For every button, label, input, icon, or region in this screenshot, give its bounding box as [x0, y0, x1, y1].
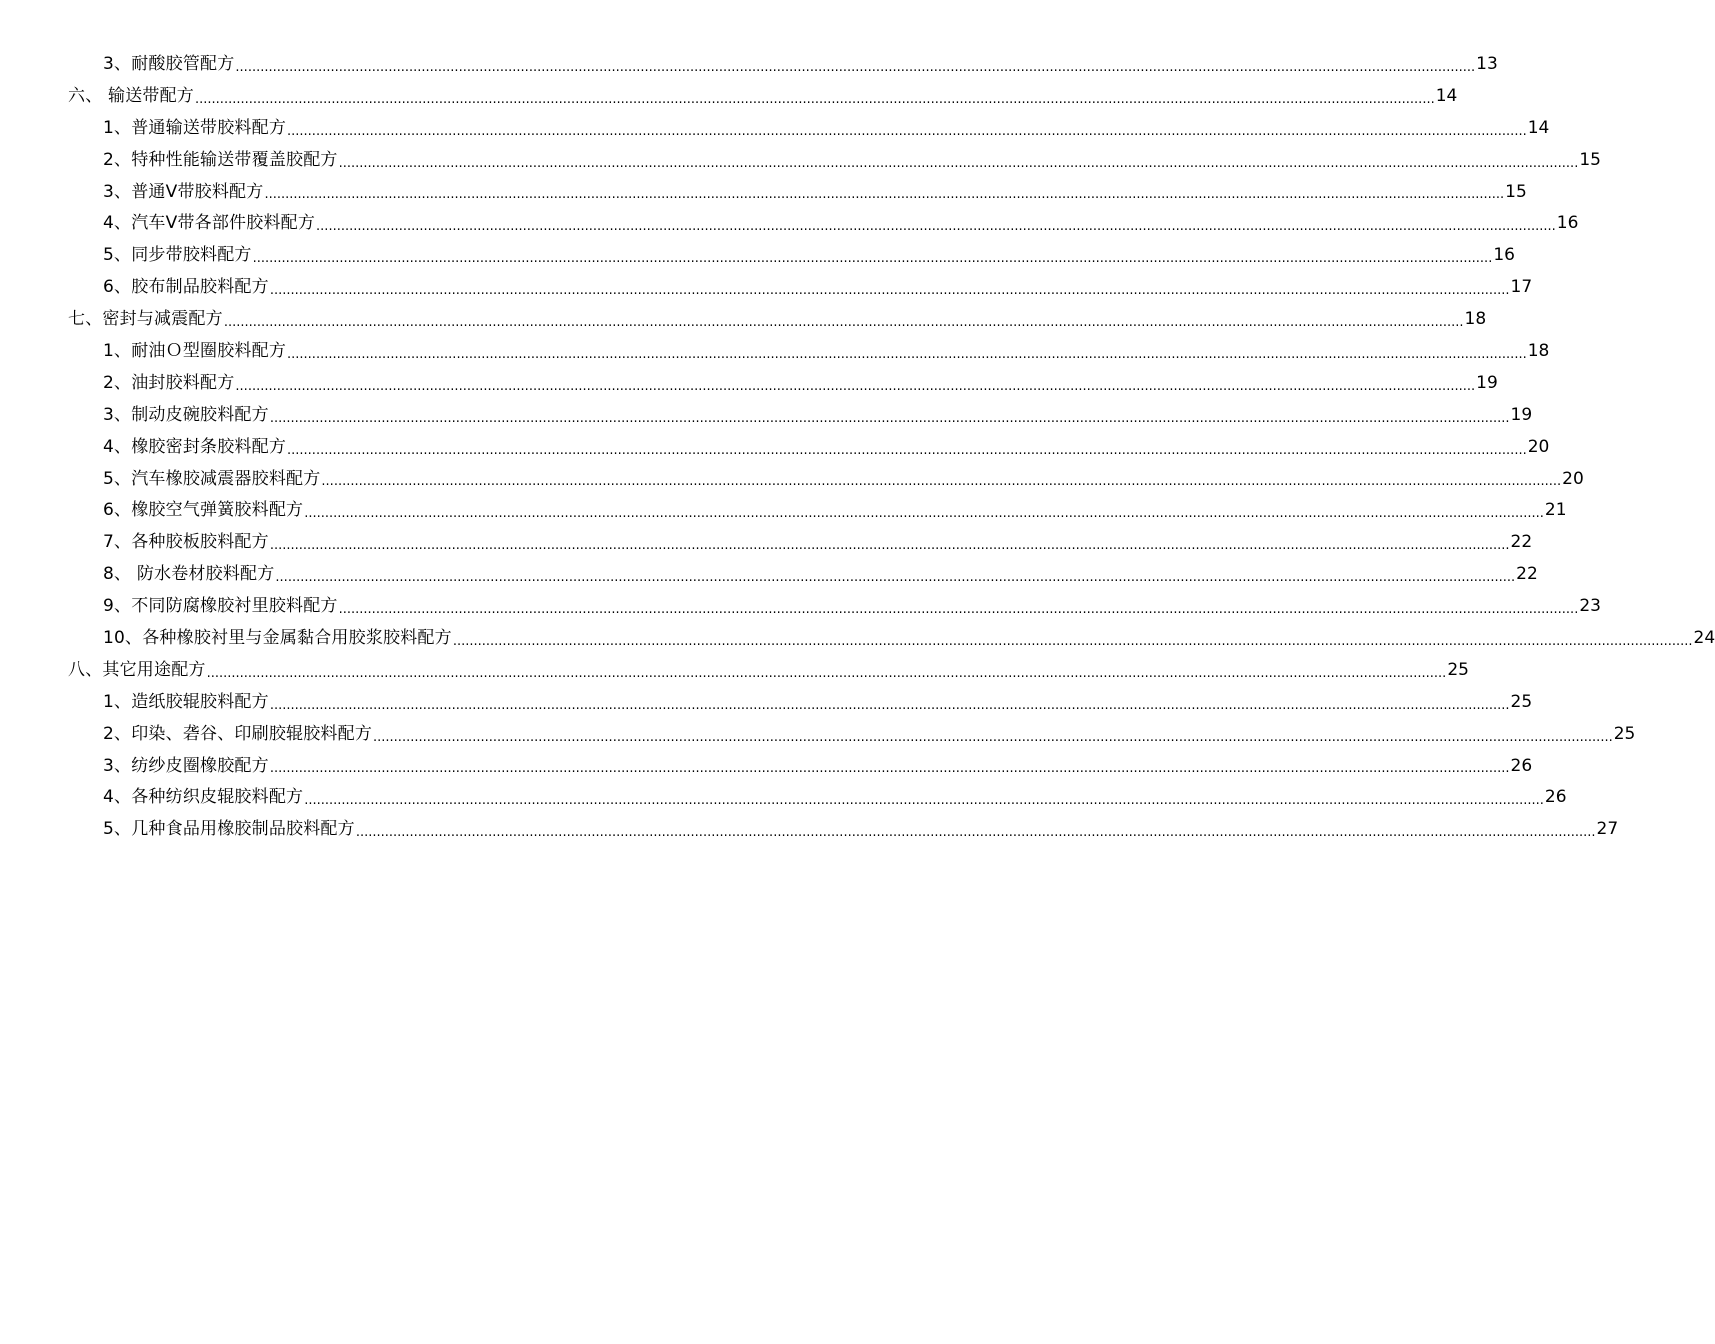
toc-dot-leader: ............................................................................................................................................................................................................................................................................................................: [195, 91, 1435, 107]
toc-entry[interactable]: [0, 718, 1636, 750]
toc-dot-leader: ............................................................................................................................................................................................................................................................................................................: [269, 761, 1510, 777]
toc-entry-page: 19: [1510, 404, 1533, 425]
toc-entry[interactable]: [0, 144, 1601, 176]
toc-entry-page: 18: [1464, 309, 1487, 330]
toc-entry-page: 16: [1493, 245, 1515, 266]
toc-entry[interactable]: [0, 367, 1498, 399]
toc-entry[interactable]: [0, 654, 1469, 686]
toc-entry-page: 24: [1693, 627, 1715, 648]
toc-entry[interactable]: [0, 176, 1527, 208]
toc-entry-page: 25: [1510, 691, 1533, 712]
toc-entry[interactable]: [0, 112, 1550, 144]
toc-entry-title: 2、特种性能输送带覆盖胶配方: [103, 149, 338, 170]
toc-entry-page: 21: [1544, 500, 1567, 521]
toc-entry-title: 5、同步带胶料配方: [103, 245, 252, 266]
toc-entry[interactable]: [0, 494, 1567, 526]
toc-dot-leader: ............................................................................................................................................................................................................................................................................................................: [338, 155, 1579, 171]
toc-entry-title: 5、汽车橡胶减震器胶料配方: [103, 468, 321, 489]
toc-entry[interactable]: [0, 622, 1715, 654]
toc-entry[interactable]: [0, 239, 1515, 271]
toc-entry-page: 13: [1476, 53, 1498, 74]
toc-entry-page: 15: [1579, 149, 1601, 170]
toc-entry-title: 3、制动皮碗胶料配方: [103, 404, 269, 425]
toc-entry-page: 14: [1527, 117, 1550, 138]
toc-entry-page: 20: [1527, 436, 1550, 457]
table-of-contents: [0, 48, 1715, 845]
toc-entry[interactable]: [0, 590, 1601, 622]
toc-dot-leader: ............................................................................................................................................................................................................................................................................................................: [321, 474, 1562, 490]
toc-entry[interactable]: [0, 399, 1533, 431]
toc-entry-title: 2、油封胶料配方: [103, 372, 235, 393]
toc-entry[interactable]: [0, 48, 1498, 80]
toc-entry[interactable]: [0, 303, 1487, 335]
toc-dot-leader: ............................................................................................................................................................................................................................................................................................................: [269, 410, 1510, 426]
toc-entry-page: 25: [1447, 659, 1469, 680]
toc-dot-leader: ............................................................................................................................................................................................................................................................................................................: [269, 538, 1510, 554]
toc-entry-page: 14: [1435, 85, 1458, 106]
toc-entry-title: 3、耐酸胶管配方: [103, 53, 235, 74]
toc-entry-page: 27: [1596, 819, 1619, 840]
toc-dot-leader: ............................................................................................................................................................................................................................................................................................................: [287, 442, 1527, 458]
toc-entry-title: 4、橡胶密封条胶料配方: [103, 436, 287, 457]
toc-entry[interactable]: [0, 686, 1533, 718]
toc-entry[interactable]: [0, 207, 1579, 239]
toc-entry-page: 22: [1516, 564, 1538, 585]
toc-entry-title: 6、胶布制品胶料配方: [103, 277, 269, 298]
toc-entry-title: 7、各种胶板胶料配方: [103, 532, 269, 553]
toc-dot-leader: ............................................................................................................................................................................................................................................................................................................: [304, 793, 1544, 809]
toc-entry-title: 6、橡胶空气弹簧胶料配方: [103, 500, 304, 521]
toc-dot-leader: ............................................................................................................................................................................................................................................................................................................: [373, 729, 1613, 745]
toc-entry-title: 七、密封与减震配方: [68, 309, 223, 330]
toc-dot-leader: ............................................................................................................................................................................................................................................................................................................: [235, 378, 1476, 394]
toc-dot-leader: ............................................................................................................................................................................................................................................................................................................: [452, 633, 1693, 649]
toc-entry-title: 4、汽车Ⅴ带各部件胶料配方: [103, 213, 316, 234]
toc-entry[interactable]: [0, 781, 1567, 813]
toc-entry[interactable]: [0, 558, 1538, 590]
toc-dot-leader: ............................................................................................................................................................................................................................................................................................................: [269, 697, 1510, 713]
toc-entry-page: 18: [1527, 340, 1550, 361]
toc-entry-title: 4、各种纺织皮辊胶料配方: [103, 787, 304, 808]
toc-dot-leader: ............................................................................................................................................................................................................................................................................................................: [287, 123, 1527, 139]
toc-dot-leader: ............................................................................................................................................................................................................................................................................................................: [355, 825, 1596, 841]
toc-entry-page: 23: [1579, 596, 1601, 617]
toc-entry-title: 5、几种食品用橡胶制品胶料配方: [103, 819, 355, 840]
toc-entry-page: 25: [1613, 723, 1636, 744]
toc-entry[interactable]: [0, 80, 1458, 112]
toc-dot-leader: ............................................................................................................................................................................................................................................................................................................: [206, 665, 1447, 681]
toc-entry-title: 1、耐油Ｏ型圈胶料配方: [103, 340, 287, 361]
toc-dot-leader: ............................................................................................................................................................................................................................................................................................................: [316, 219, 1556, 235]
toc-entry[interactable]: [0, 271, 1533, 303]
toc-entry-title: 10、各种橡胶衬里与金属黏合用胶浆胶料配方: [103, 627, 452, 648]
toc-dot-leader: ............................................................................................................................................................................................................................................................................................................: [252, 251, 1493, 267]
toc-dot-leader: ............................................................................................................................................................................................................................................................................................................: [338, 602, 1579, 618]
toc-entry-page: 22: [1510, 532, 1533, 553]
toc-entry-page: 19: [1476, 372, 1498, 393]
toc-dot-leader: ............................................................................................................................................................................................................................................................................................................: [269, 283, 1510, 299]
toc-entry-page: 15: [1505, 181, 1527, 202]
toc-dot-leader: ............................................................................................................................................................................................................................................................................................................: [235, 59, 1476, 75]
toc-entry[interactable]: [0, 463, 1584, 495]
toc-dot-leader: ............................................................................................................................................................................................................................................................................................................: [304, 506, 1544, 522]
toc-entry-title: 1、造纸胶辊胶料配方: [103, 691, 269, 712]
toc-entry-title: 八、其它用途配方: [68, 659, 206, 680]
toc-entry-page: 20: [1562, 468, 1584, 489]
toc-entry[interactable]: [0, 335, 1550, 367]
toc-entry[interactable]: [0, 526, 1533, 558]
toc-entry[interactable]: [0, 813, 1619, 845]
toc-entry-page: 26: [1544, 787, 1567, 808]
toc-entry-title: 3、普通Ⅴ带胶料配方: [103, 181, 264, 202]
toc-entry-page: 16: [1556, 213, 1579, 234]
toc-entry-title: 2、印染、砻谷、印刷胶辊胶料配方: [103, 723, 373, 744]
toc-dot-leader: ............................................................................................................................................................................................................................................................................................................: [223, 315, 1464, 331]
toc-dot-leader: ............................................................................................................................................................................................................................................................................................................: [287, 346, 1527, 362]
toc-dot-leader: ............................................................................................................................................................................................................................................................................................................: [264, 187, 1505, 203]
toc-entry-title: 8、 防水卷材胶料配方: [103, 564, 275, 585]
toc-entry-page: 17: [1510, 277, 1533, 298]
toc-entry[interactable]: [0, 431, 1550, 463]
toc-entry-title: 3、纺纱皮圈橡胶配方: [103, 755, 269, 776]
toc-entry[interactable]: [0, 750, 1533, 782]
toc-dot-leader: ............................................................................................................................................................................................................................................................................................................: [275, 570, 1516, 586]
toc-entry-title: 9、不同防腐橡胶衬里胶料配方: [103, 596, 338, 617]
toc-entry-page: 26: [1510, 755, 1533, 776]
toc-entry-title: 六、 输送带配方: [68, 85, 195, 106]
toc-entry-title: 1、普通输送带胶料配方: [103, 117, 287, 138]
